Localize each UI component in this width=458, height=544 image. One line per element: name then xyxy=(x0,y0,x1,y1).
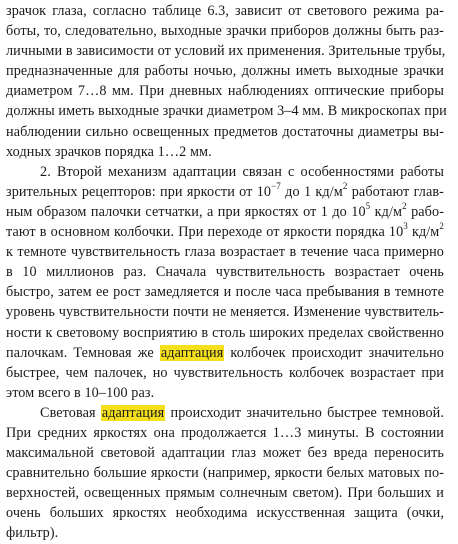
text-fragment: тают в основном колбочки. При переходе от яркости порядка 10 xyxy=(6,224,404,241)
text-line xyxy=(6,222,444,242)
text-line xyxy=(6,182,444,202)
text-line: быстрее, чем палочек, но чувствительность колбочек возрастает при xyxy=(6,364,444,381)
text-fragment: колбочек происходит значительно xyxy=(224,344,444,361)
text-line: быстро, затем ее рост замедляется и после часа пребывания в темноте xyxy=(6,284,444,301)
text-line xyxy=(6,202,444,222)
text-line: личными в зависимости от условий их применения. Зрительные трубы, xyxy=(6,43,446,60)
text-line xyxy=(6,343,444,363)
text-fragment: Световая xyxy=(40,404,101,421)
text-line: сравнительно большие яркости (например, яркости белых матовых по- xyxy=(6,465,444,482)
text-line: диаметром 7…8 мм. При дневных наблюдениях оптические приборы xyxy=(6,83,444,100)
paragraph-2 xyxy=(6,162,444,403)
text-fragment: кд/м xyxy=(407,224,440,241)
text-line: зрачок глаза, согласно таблице 6.3, зависит от светового режима ра- xyxy=(6,3,444,19)
text-line: в 10 миллионов раз. Сначала чувствительность возрастает очень xyxy=(6,264,444,281)
superscript: 2 xyxy=(342,181,348,192)
text-line: ности к световому восприятию в столь широких пределах свойственно xyxy=(6,324,444,341)
text-line: уровень чувствительности почти не меняется. Изменение чувствитель- xyxy=(6,304,444,321)
text-fragment: до 1 кд/м xyxy=(280,183,343,200)
text-fragment: ным образом палочки сетчатки, а при яркостях от 1 до 10 xyxy=(6,203,366,220)
superscript: 5 xyxy=(365,201,371,212)
text-line: очень больших яркостях необходима искусственная защита (очки, xyxy=(6,505,444,522)
superscript: 2 xyxy=(439,221,444,232)
text-line: максимальной световой адаптации глаз может без вреда переносить xyxy=(6,445,444,462)
text-line: предназначенные для работы ночью, должны иметь выходные зрачки xyxy=(6,63,444,80)
text-line: к темноте чувствительность глаза возрастает в течение часа примерно xyxy=(6,244,444,261)
highlighted-word: адаптация xyxy=(160,344,224,361)
text-line: ходных зрачков порядка 1…2 мм. xyxy=(6,143,212,160)
text-line: должны иметь выходные зрачки диаметром 3–4 мм. В микроскопах при xyxy=(6,103,447,120)
text-fragment: зрительных рецепторов: при яркости от 10 xyxy=(6,183,272,200)
text-line: верхностей, освещенных прямым солнечным светом). При больших и xyxy=(6,485,444,502)
document-text xyxy=(6,1,447,544)
paragraph-1 xyxy=(6,1,447,162)
text-line: фильтр). xyxy=(6,525,59,542)
text-fragment: кд/м xyxy=(370,203,403,220)
text-line: наблюдении сильно освещенных предметов достаточны диаметры вы- xyxy=(6,123,444,140)
text-fragment: работают глав- xyxy=(347,183,445,200)
highlighted-word: адаптация xyxy=(101,404,165,421)
text-fragment: рабо- xyxy=(406,203,445,220)
text-fragment: происходит значительно быстрее темновой. xyxy=(165,404,444,421)
text-line: боты, то, следовательно, выходные зрачки приборов должны быть раз- xyxy=(6,23,444,40)
text-line: 2. Второй механизм адаптации связан с особенностями работы xyxy=(40,163,444,180)
text-fragment: палочкам. Темновая же xyxy=(6,344,160,361)
text-line xyxy=(6,403,444,423)
paragraph-3 xyxy=(6,403,444,544)
superscript: 3 xyxy=(403,221,408,232)
superscript: −7 xyxy=(271,181,281,192)
superscript: 2 xyxy=(402,201,407,212)
text-line: этом всего в 10–100 раз. xyxy=(6,384,155,401)
text-line: При средних яркостях она продолжается 1…3 минуты. В состоянии xyxy=(6,424,444,441)
